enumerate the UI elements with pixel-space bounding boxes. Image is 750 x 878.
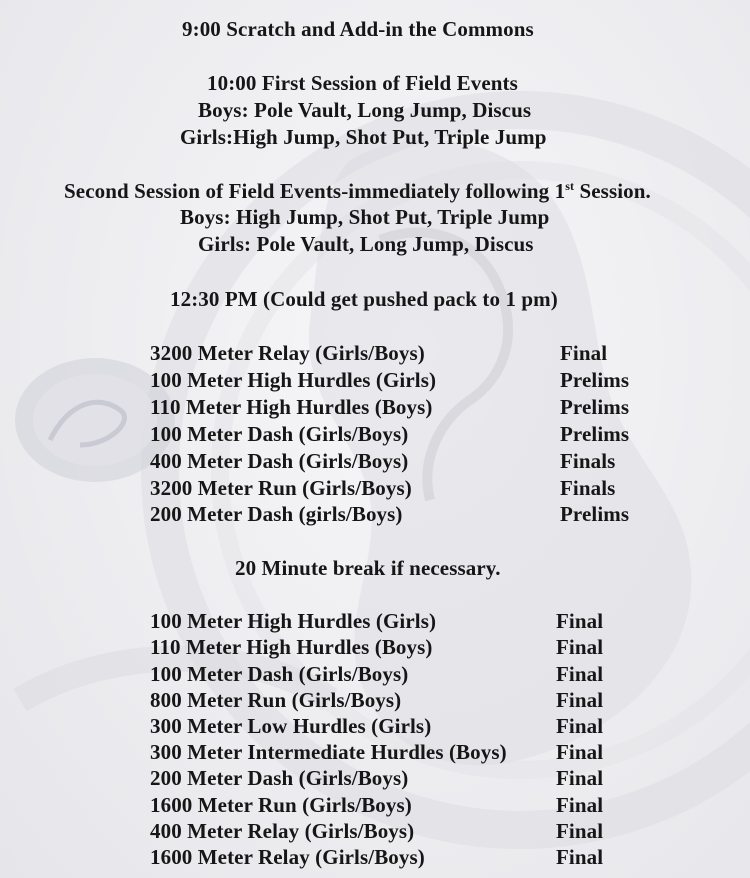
event-name: 1600 Meter Relay (Girls/Boys): [150, 845, 425, 869]
ordinal-suffix: st: [565, 179, 575, 193]
event-name: 1600 Meter Run (Girls/Boys): [150, 793, 412, 817]
event-name: 300 Meter Low Hurdles (Girls): [150, 714, 432, 738]
event-status: Final: [556, 740, 604, 764]
event-name: 100 Meter Dash (Girls/Boys): [150, 662, 409, 686]
second-session-title-text: Second Session of Field Events-immediately following 1: [64, 179, 566, 203]
event-status: Final: [560, 341, 608, 365]
event-status: Final: [556, 793, 604, 817]
break-note: 20 Minute break if necessary.: [235, 556, 501, 580]
event-name: 100 Meter High Hurdles (Girls): [150, 609, 437, 633]
event-name: 3200 Meter Relay (Girls/Boys): [150, 341, 425, 365]
event-name: 110 Meter High Hurdles (Boys): [150, 635, 433, 659]
event-name: 200 Meter Dash (Girls/Boys): [150, 766, 409, 790]
event-name: 110 Meter High Hurdles (Boys): [150, 395, 433, 419]
event-name: 300 Meter Intermediate Hurdles (Boys): [150, 740, 507, 764]
event-status: Prelims: [560, 368, 630, 392]
event-name: 100 Meter High Hurdles (Girls): [150, 368, 437, 392]
event-name: 400 Meter Dash (Girls/Boys): [150, 449, 409, 473]
second-session-boys: Boys: High Jump, Shot Put, Triple Jump: [180, 205, 550, 229]
event-status: Prelims: [560, 422, 630, 446]
first-session-boys: Boys: Pole Vault, Long Jump, Discus: [198, 98, 532, 122]
first-session-girls: Girls:High Jump, Shot Put, Triple Jump: [180, 125, 547, 149]
event-status: Final: [556, 714, 604, 738]
event-name: 100 Meter Dash (Girls/Boys): [150, 422, 409, 446]
first-session-title: 10:00 First Session of Field Events: [207, 71, 518, 95]
event-name: 3200 Meter Run (Girls/Boys): [150, 476, 412, 500]
event-status: Prelims: [560, 502, 630, 526]
second-session-title-end: Session.: [574, 179, 651, 203]
second-session-girls: Girls: Pole Vault, Long Jump, Discus: [198, 232, 534, 256]
event-name: 800 Meter Run (Girls/Boys): [150, 688, 402, 712]
scratch-line: 9:00 Scratch and Add-in the Commons: [182, 17, 534, 41]
event-status: Finals: [560, 476, 616, 500]
event-status: Final: [556, 819, 604, 843]
running-start-time: 12:30 PM (Could get pushed pack to 1 pm): [170, 287, 558, 311]
event-status: Final: [556, 688, 604, 712]
event-status: Final: [556, 635, 604, 659]
second-session-title: [64, 178, 651, 204]
event-status: Prelims: [560, 395, 630, 419]
event-status: Final: [556, 662, 604, 686]
event-status: Final: [556, 766, 604, 790]
event-status: Finals: [560, 449, 616, 473]
event-status: Final: [556, 845, 604, 869]
event-status: Final: [556, 609, 604, 633]
event-name: 200 Meter Dash (girls/Boys): [150, 502, 403, 526]
event-name: 400 Meter Relay (Girls/Boys): [150, 819, 415, 843]
